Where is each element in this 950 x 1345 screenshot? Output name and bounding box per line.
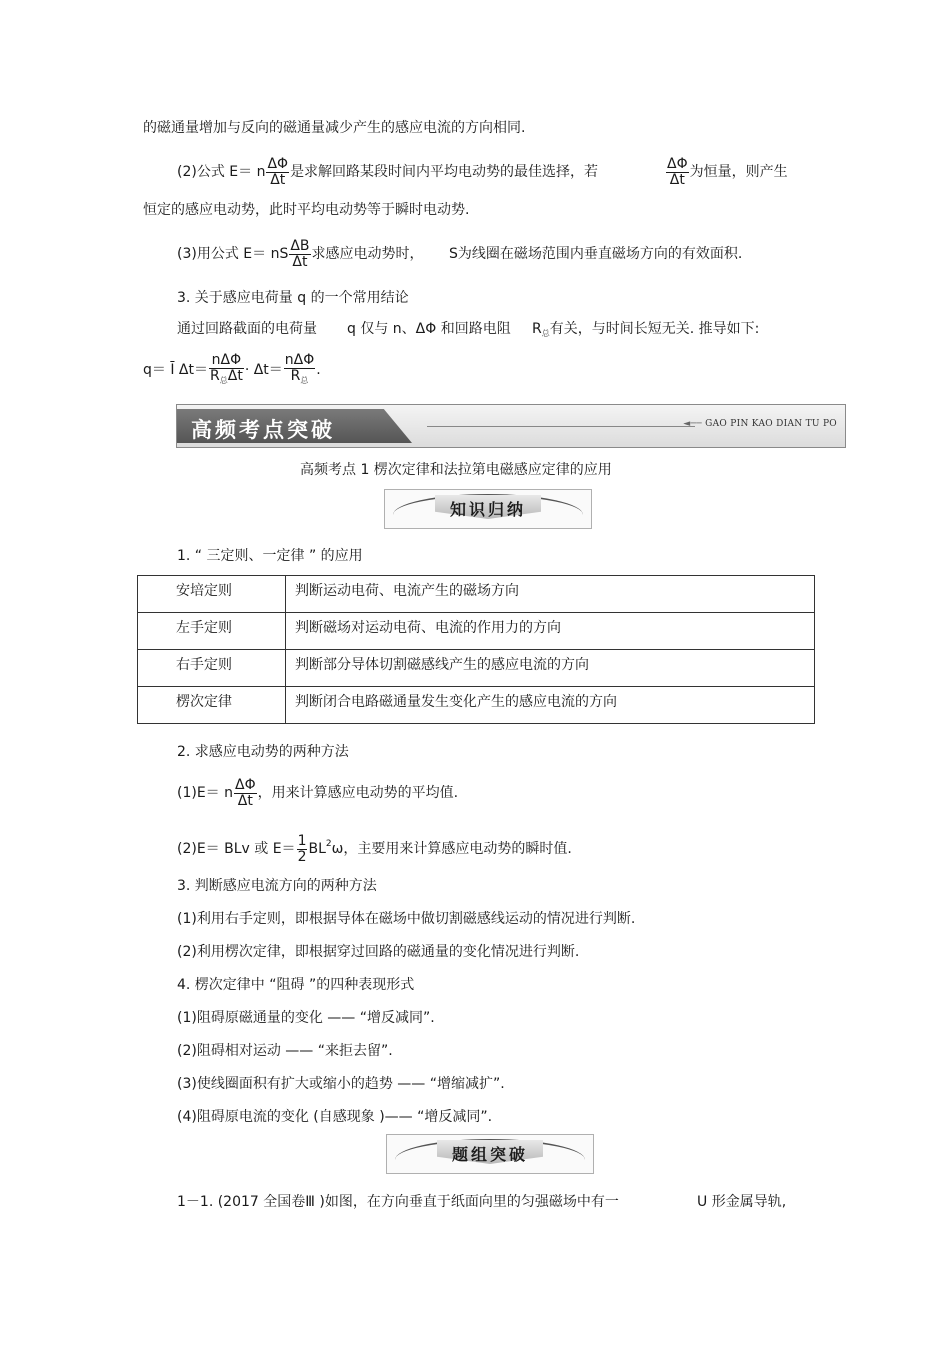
text-line: 通过回路截面的电荷量 bbox=[177, 321, 317, 337]
fraction: $\frac{\Delta B}{\Delta t}$ bbox=[290, 237, 310, 270]
rule-name: 安培定则 bbox=[138, 576, 286, 613]
subsection-title: 3. 关于感应电荷量 q 的一个常用结论 bbox=[177, 290, 409, 306]
list-item: (2)利用楞次定律，即根据穿过回路的磁通量的变化情况进行判断. bbox=[177, 944, 580, 960]
text-line: 恒定的感应电动势，此时平均电动势等于瞬时电动势. bbox=[143, 202, 470, 218]
list-item: (1)利用右手定则，即根据导体在磁场中做切割磁感线运动的情况进行判断. bbox=[177, 911, 636, 927]
fraction: $\frac{\Delta\Phi}{\Delta t}$ bbox=[267, 155, 289, 188]
list-item: (4)阻碍原电流的变化 (自感现象 )—— “增反减同”. bbox=[177, 1109, 493, 1125]
table-row bbox=[138, 576, 815, 613]
text-line: q 仅与 n、ΔΦ 和回路电阻 bbox=[347, 321, 511, 337]
formula-line: $\frac{\Delta\Phi}{\Delta t}$ 为恒量，则产生 bbox=[667, 155, 788, 188]
arrow-left-icon: ◄── bbox=[683, 419, 702, 429]
fraction: $\frac{\text{nΔΦ}}{R_总\Delta t}$ bbox=[210, 351, 243, 385]
subsection-title: 2. 求感应电动势的两种方法 bbox=[177, 744, 349, 760]
table-row bbox=[138, 687, 815, 724]
formula-line: (2)E＝ BLv 或 E＝ $\frac{1}{2}$ $BL^2\omega$，主要用来计算感应电动势的瞬时值. bbox=[177, 832, 572, 865]
practice-tag bbox=[386, 1134, 594, 1174]
text-line: S为线圈在磁场范围内垂直磁场方向的有效面积. bbox=[449, 246, 743, 262]
section-banner bbox=[176, 404, 846, 448]
formula-line: (2)公式 E＝ n $\frac{\Delta\Phi}{\Delta t}$ 是求解回路某段时间内平均电动势的最佳选择，若 bbox=[177, 155, 599, 188]
fraction: $\frac{1}{2}$ bbox=[297, 832, 307, 865]
list-item: (2)阻碍相对运动 —— “来拒去留”. bbox=[177, 1043, 393, 1059]
subsection-title: 4. 楞次定律中 “阻碍 ”的四种表现形式 bbox=[177, 977, 415, 993]
formula-line: (1)E＝ n $\frac{\Delta\Phi}{\Delta t}$ ，用来计算感应电动势的平均值. bbox=[177, 776, 459, 809]
rule-usage: 判断闭合电路磁通量发生变化产生的感应电流的方向 bbox=[286, 687, 815, 724]
list-item: (3)使线圈面积有扩大或缩小的趋势 —— “增缩减扩”. bbox=[177, 1076, 505, 1092]
tag-label: 题组突破 bbox=[451, 1145, 528, 1164]
rules-table bbox=[137, 575, 815, 724]
problem-text: U 形金属导轨, bbox=[697, 1194, 787, 1210]
subsection-title: 1. “ 三定则、一定律 ” 的应用 bbox=[177, 548, 363, 564]
fraction: $\frac{\Delta\Phi}{\Delta t}$ bbox=[667, 155, 688, 188]
rule-usage: 判断磁场对运动电荷、电流的作用力的方向 bbox=[286, 613, 815, 650]
tag-label: 知识归纳 bbox=[449, 500, 526, 519]
subsection-title: 3. 判断感应电流方向的两种方法 bbox=[177, 878, 377, 894]
table-row bbox=[138, 650, 815, 687]
rule-name: 左手定则 bbox=[138, 613, 286, 650]
fraction: $\frac{\text{nΔΦ}}{R_总}$ bbox=[284, 351, 315, 385]
knowledge-tag bbox=[384, 489, 592, 529]
formula-line: (3)用公式 E＝ nS $\frac{\Delta B}{\Delta t}$ 求感应电动势时， bbox=[177, 237, 424, 270]
fraction: $\frac{\Delta\Phi}{\Delta t}$ bbox=[235, 776, 256, 809]
banner-title: 高频考点突破 bbox=[191, 418, 335, 442]
text-line: $R_总$有关，与时间长短无关. 推导如下: bbox=[532, 321, 760, 338]
rule-name: 右手定则 bbox=[138, 650, 286, 687]
rule-usage: 判断运动电荷、电流产生的磁场方向 bbox=[286, 576, 815, 613]
banner-subtitle: ◄── GAO PIN KAO DIAN TU PO bbox=[683, 419, 837, 429]
table-row bbox=[138, 613, 815, 650]
rule-name: 楞次定律 bbox=[138, 687, 286, 724]
rule-usage: 判断部分导体切割磁感线产生的感应电流的方向 bbox=[286, 650, 815, 687]
derivation-line: $q= \overline{I}$ Δt＝ $\frac{\text{nΔΦ}}{R_总\Delta t}$ · Δt＝ $\frac{\text{nΔΦ}}{R_总}$ . bbox=[143, 352, 321, 388]
list-item: (1)阻碍原磁通量的变化 —— “增反减同”. bbox=[177, 1010, 435, 1026]
problem-text: 1－1. (2017 全国卷Ⅲ )如图，在方向垂直于纸面向里的匀强磁场中有一 bbox=[177, 1194, 619, 1210]
text-line: 的磁通量增加与反向的磁通量减少产生的感应电流的方向相同. bbox=[143, 120, 526, 136]
divider bbox=[427, 426, 695, 427]
topic-title: 高频考点 1 楞次定律和法拉第电磁感应定律的应用 bbox=[300, 462, 612, 478]
